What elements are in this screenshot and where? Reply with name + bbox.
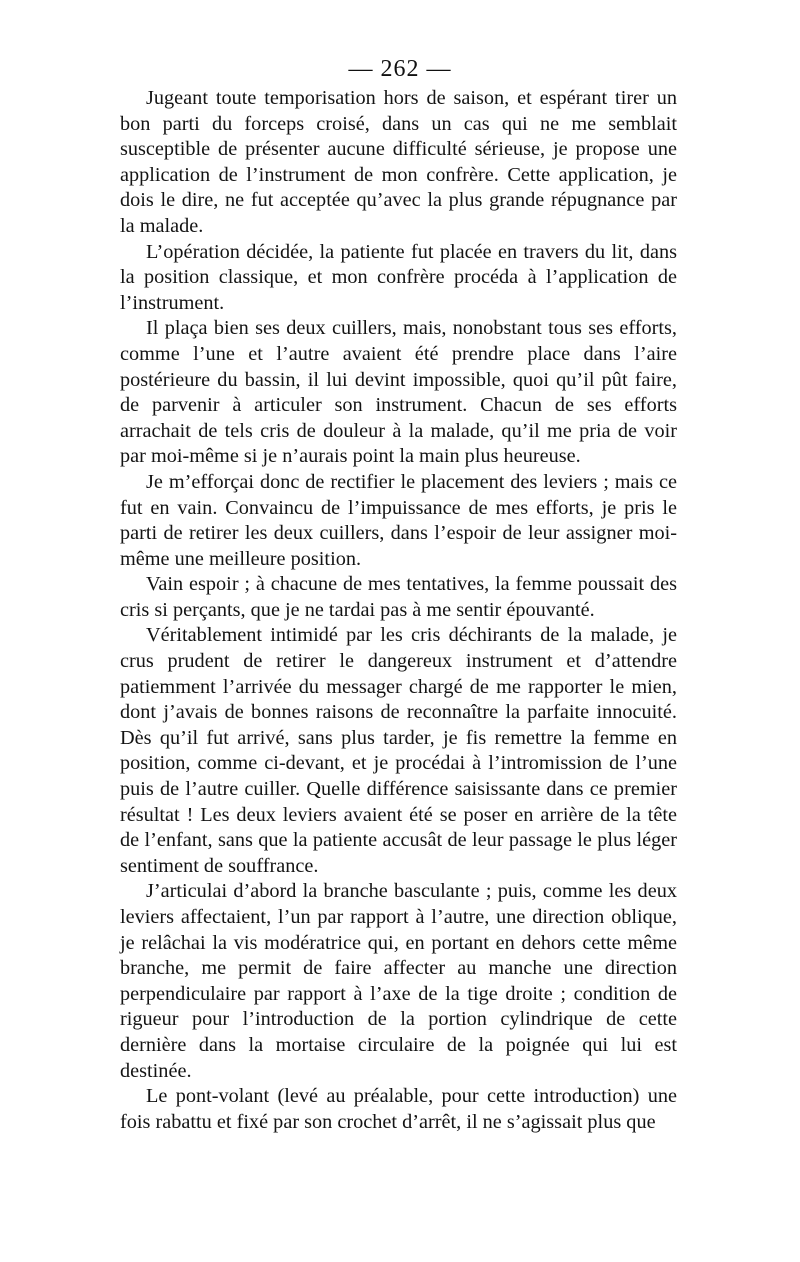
paragraph-2: L’opération décidée, la patiente fut placée en travers du lit, dans la position classique, et mon confrère procéda à l’application de l’instrument. [120, 240, 677, 314]
paragraph-5: Vain espoir ; à chacune de mes tentatives, la femme poussait des cris si perçants, que je ne tardai pas à me sentir épouvanté. [120, 573, 677, 621]
paragraph-7: J’articulai d’abord la branche basculante ; puis, comme les deux leviers affectaient, l’un par rapport à l’autre, une direction oblique, je relâchai la vis modératrice qui, en portant en dehors cette même branche, me permit de faire affecter au manche une direction perpendiculaire par rapport à l’axe de la tige droite ; condition de rigueur pour l’introduction de la portion cylindrique de cette dernière dans la mortaise circulaire de la poignée qui lui est destinée. [120, 880, 677, 1082]
paragraph-6: Véritablement intimidé par les cris déchirants de la malade, je crus prudent de retirer le dangereux instrument et d’attendre patiemment l’arrivée du messager chargé de me rapporter le mien, dont j’avais de bonnes raisons de reconnaître la parfaite innocuité. Dès qu’il fut arrivé, sans plus tarder, je fis remettre la femme en position, comme ci-devant, et je procédai à l’intromission de l’une puis de l’autre cuiller. Quelle différence saisissante dans ce premier résultat ! Les deux leviers avaient été se poser en arrière de la tête de l’enfant, sans que la patiente accusât de leur passage le plus léger sentiment de souffrance. [120, 624, 677, 877]
paragraph-8: Le pont-volant (levé au préalable, pour cette introduction) une fois rabattu et fixé par son crochet d’arrêt, il ne s’agissait plus que [120, 1085, 677, 1133]
paragraph-3: Il plaça bien ses deux cuillers, mais, nonobstant tous ses efforts, comme l’une et l’autre avaient été prendre place dans l’aire postérieure du bassin, il lui devint impossible, quoi qu’il pût faire, de parvenir à articuler son instrument. Chacun de ses efforts arrachait de tels cris de douleur à la malade, qu’il me pria de voir par moi-même si je n’aurais point la main plus heureuse. [120, 317, 677, 468]
body-text [120, 86, 677, 1135]
page-number: — 262 — [348, 56, 452, 82]
paragraph-1: Jugeant toute temporisation hors de saison, et espérant tirer un bon parti du forceps croisé, dans un cas qui ne me semblait susceptible de présenter aucune difficulté sérieuse, je propose une application de l’instrument de mon confrère. Cette application, je dois le dire, ne fut acceptée qu’avec la plus grande répugnance par la malade. [120, 87, 677, 237]
paragraph-4: Je m’efforçai donc de rectifier le placement des leviers ; mais ce fut en vain. Convaincu de l’impuissance de mes efforts, je pris le parti de retirer les deux cuillers, dans l’espoir de leur assigner moi-même une meilleure position. [120, 470, 677, 570]
